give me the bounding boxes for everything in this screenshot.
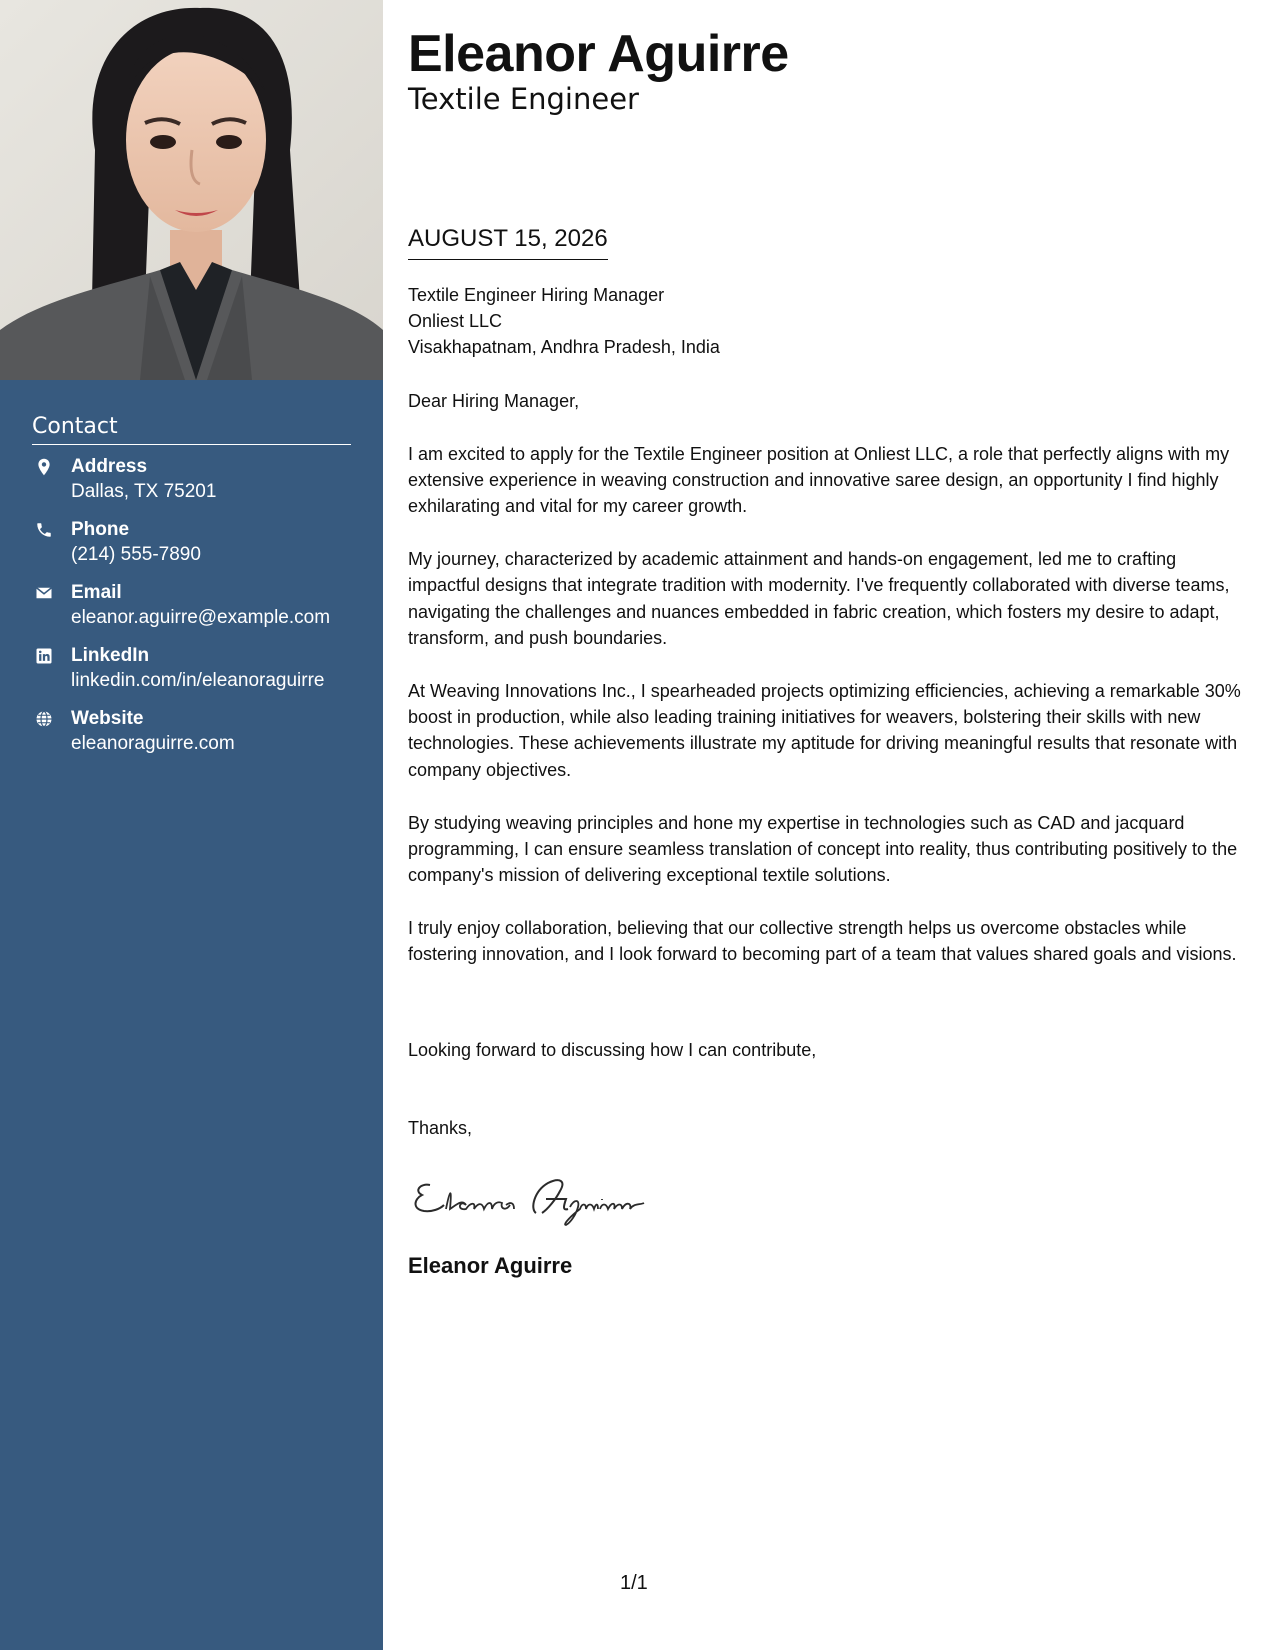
paragraph: My journey, characterized by academic attainment and hands-on engagement, led me to crafting impactful designs that integrate tradition with modernity. I've frequently collaborated with diverse teams, navigating the challenges and nuances embedded in fabric creation, which fosters my desire to adapt, transform, and push boundaries. — [408, 549, 1230, 649]
contact-label: LinkedIn — [71, 645, 150, 666]
linkedin-link[interactable]: linkedin.com/in/eleanoraguirre — [71, 670, 325, 691]
contact-label: Website — [71, 708, 144, 729]
recipient-block — [408, 282, 720, 360]
contact-label: Phone — [71, 519, 130, 540]
address-value: Dallas, TX 75201 — [71, 481, 217, 502]
paragraph: I truly enjoy collaboration, believing that our collective strength helps us overcome obstacles while fostering innovation, and I look forward to becoming part of a team that values shared goals and visions. — [408, 917, 1237, 965]
contact-section — [32, 412, 351, 770]
page-number: 1/1 — [620, 1572, 648, 1594]
closing-line: Looking forward to discussing how I can contribute, — [408, 1040, 817, 1060]
portrait-image — [0, 0, 383, 380]
salutation: Dear Hiring Manager, — [408, 391, 580, 411]
phone-icon — [35, 521, 53, 539]
location-pin-icon — [35, 458, 53, 476]
linkedin-icon — [35, 647, 53, 665]
handwritten-signature — [410, 1169, 680, 1229]
signed-name: Eleanor Aguirre — [408, 1253, 573, 1278]
paragraph: I am excited to apply for the Textile Engineer position at Onliest LLC, a role that perfectly aligns with my extensive experience in weaving construction and innovative saree design, an opportunity I find highly exhilarating and vital for my career growth. — [408, 443, 1230, 517]
contact-item-email — [32, 581, 351, 644]
globe-icon — [35, 710, 53, 728]
contact-heading: Contact — [32, 412, 351, 445]
contact-item-website — [32, 707, 351, 770]
applicant-name: Eleanor Aguirre — [408, 25, 789, 83]
profile-photo — [0, 0, 383, 380]
contact-item-address — [32, 455, 351, 518]
letter-main — [408, 22, 1248, 1278]
letter-date: AUGUST 15, 2026 — [408, 222, 608, 260]
contact-label: Email — [71, 582, 122, 603]
sidebar — [0, 0, 383, 1650]
paragraph: At Weaving Innovations Inc., I spearheaded projects optimizing efficiencies, achieving a remarkable 30% boost in production, while also leading training initiatives for weavers, bolstering their skills with new technologies. These achievements illustrate my aptitude for driving meaningful results that resonate with company objectives. — [408, 680, 1241, 780]
email-link[interactable]: eleanor.aguirre@example.com — [71, 607, 331, 628]
recipient-title: Textile Engineer Hiring Manager — [408, 285, 665, 305]
recipient-location: Visakhapatnam, Andhra Pradesh, India — [408, 337, 720, 357]
contact-item-linkedin — [32, 644, 351, 707]
contact-label: Address — [71, 456, 148, 477]
recipient-company: Onliest LLC — [408, 311, 503, 331]
letter-body — [408, 388, 1248, 994]
envelope-icon — [35, 584, 53, 602]
signoff: Thanks, — [408, 1118, 473, 1138]
phone-value: (214) 555-7890 — [71, 544, 201, 565]
applicant-role: Textile Engineer — [408, 82, 639, 116]
website-link[interactable]: eleanoraguirre.com — [71, 733, 235, 754]
paragraph: By studying weaving principles and hone my expertise in technologies such as CAD and jacquard programming, I can ensure seamless translation of concept into reality, thus contributing positively to the company's mission of delivering exceptional textile solutions. — [408, 812, 1238, 886]
contact-item-phone — [32, 518, 351, 581]
